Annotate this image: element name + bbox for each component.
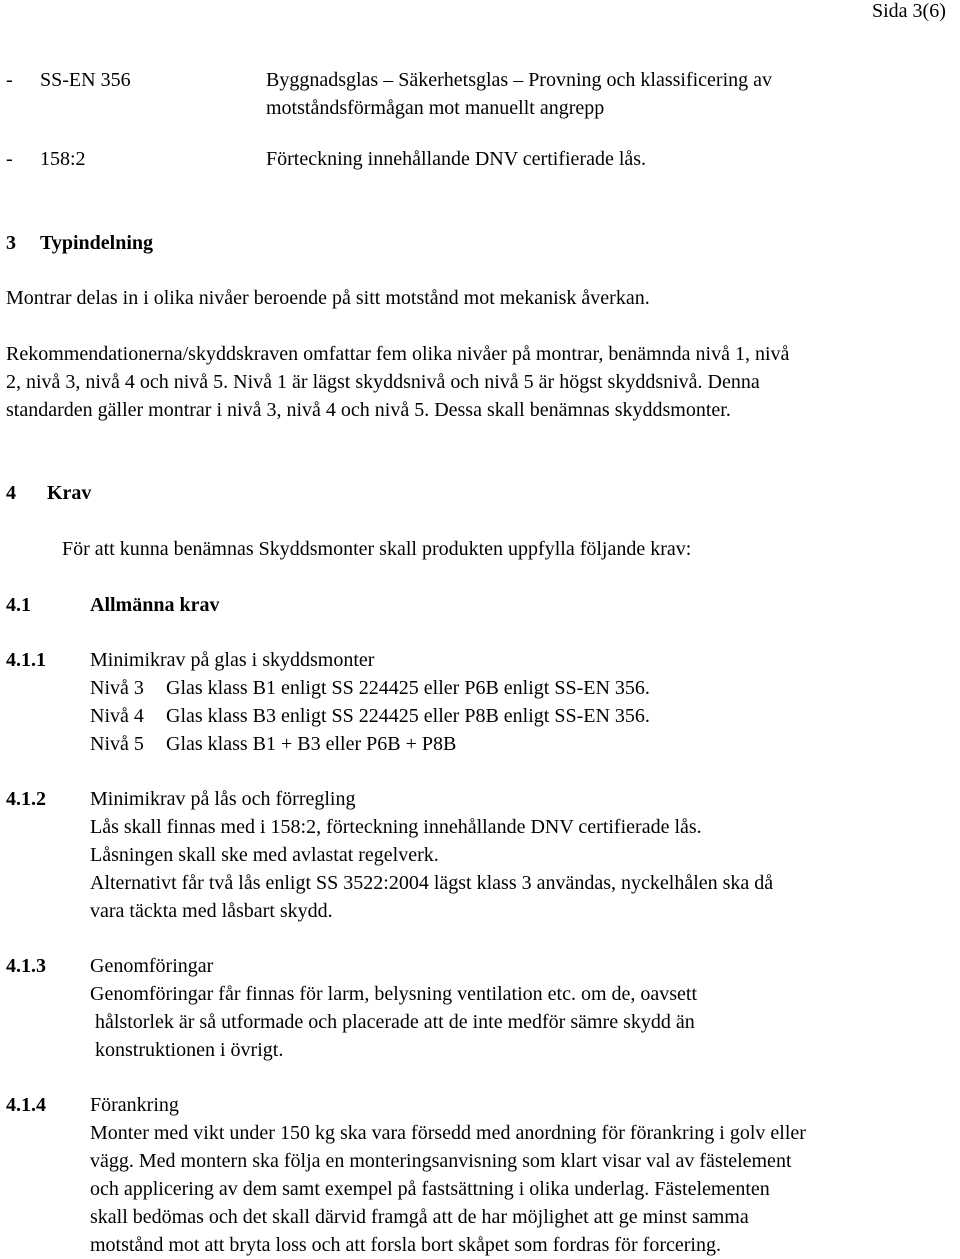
subsection-body — [90, 785, 773, 925]
subsection-title: Minimikrav på lås och förregling — [90, 788, 356, 810]
reference-description-line: Byggnadsglas – Säkerhetsglas – Provning och klassificering av — [266, 69, 773, 91]
paragraph-line: vara täckta med låsbart skydd. — [90, 900, 333, 922]
level-label: Nivå 4 — [90, 705, 144, 727]
paragraph-line: Låsningen skall ske med avlastat regelverk. — [90, 844, 439, 866]
paragraph-line: konstruktionen i övrigt. — [95, 1039, 284, 1061]
subsection-number: 4.1.3 — [6, 955, 46, 977]
paragraph — [6, 340, 789, 424]
section-number: 4 — [6, 482, 16, 504]
paragraph-line: vägg. Med montern ska följa en monteringsanvisning som klart visar val av fästelement — [90, 1150, 792, 1172]
subsection-body — [90, 1091, 806, 1259]
paragraph-line: Alternativt får två lås enligt SS 3522:2004 lägst klass 3 användas, nyckelhålen ska då — [90, 872, 774, 894]
reference-description-line: Förteckning innehållande DNV certifierade lås. — [266, 148, 647, 170]
section-title: Allmänna krav — [90, 594, 220, 616]
reference-description-line: motståndsförmågan mot manuellt angrepp — [266, 97, 605, 119]
paragraph-line: Genomföringar får finnas för larm, belysning ventilation etc. om de, oavsett — [90, 983, 698, 1005]
paragraph-line: Lås skall finnas med i 158:2, förteckning innehållande DNV certifierade lås. — [90, 816, 702, 838]
subsection-number: 4.1.4 — [6, 1094, 46, 1116]
level-label: Nivå 3 — [90, 677, 144, 699]
subsection-number: 4.1.2 — [6, 788, 46, 810]
paragraph-line: standarden gäller montrar i nivå 3, nivå 4 och nivå 5. Dessa skall benämnas skyddsmonter. — [6, 399, 731, 421]
paragraph-line: motstånd mot att bryta loss och att forsla bort skåpet som fordras för forcering. — [90, 1234, 721, 1256]
paragraph: För att kunna benämnas Skyddsmonter skall produkten uppfylla följande krav: — [62, 538, 692, 560]
paragraph-line: skall bedömas och det skall därvid framgå att de har möjlighet att ge minst samma — [90, 1206, 749, 1228]
level-label: Nivå 5 — [90, 733, 144, 755]
paragraph-line: hålstorlek är så utformade och placerade att de inte medför sämre skydd än — [95, 1011, 695, 1033]
subsection-number: 4.1.1 — [6, 649, 46, 671]
reference-code: SS-EN 356 — [40, 69, 131, 91]
section-number: 4.1 — [6, 594, 31, 616]
subsection-title: Förankring — [90, 1094, 179, 1116]
level-requirement: Glas klass B1 enligt SS 224425 eller P6B enligt SS-EN 356. — [166, 677, 650, 699]
page-number: Sida 3(6) — [872, 0, 946, 22]
paragraph-line: Rekommendationerna/skyddskraven omfattar fem olika nivåer på montrar, benämnda nivå 1, nivå — [6, 343, 790, 365]
paragraph-line: Monter med vikt under 150 kg ska vara försedd med anordning för förankring i golv eller — [90, 1122, 806, 1144]
subsection-title: Genomföringar — [90, 955, 214, 977]
reference-description — [266, 66, 772, 122]
section-number: 3 — [6, 232, 16, 254]
reference-dash: - — [6, 69, 13, 91]
paragraph: Montrar delas in i olika nivåer beroende på sitt motstånd mot mekanisk åverkan. — [6, 287, 650, 309]
reference-code: 158:2 — [40, 148, 86, 170]
section-title: Typindelning — [40, 232, 154, 254]
paragraph-line: 2, nivå 3, nivå 4 och nivå 5. Nivå 1 är lägst skyddsnivå och nivå 5 är högst skyddsnivå. Denna — [6, 371, 760, 393]
subsection-title: Minimikrav på glas i skyddsmonter — [90, 649, 375, 671]
level-requirement: Glas klass B1 + B3 eller P6B + P8B — [166, 733, 457, 755]
reference-dash: - — [6, 148, 13, 170]
paragraph-line: och applicering av dem samt exempel på fastsättning i olika underlag. Fästelementen — [90, 1178, 770, 1200]
section-title: Krav — [47, 482, 92, 504]
level-requirement: Glas klass B3 enligt SS 224425 eller P8B enligt SS-EN 356. — [166, 705, 650, 727]
